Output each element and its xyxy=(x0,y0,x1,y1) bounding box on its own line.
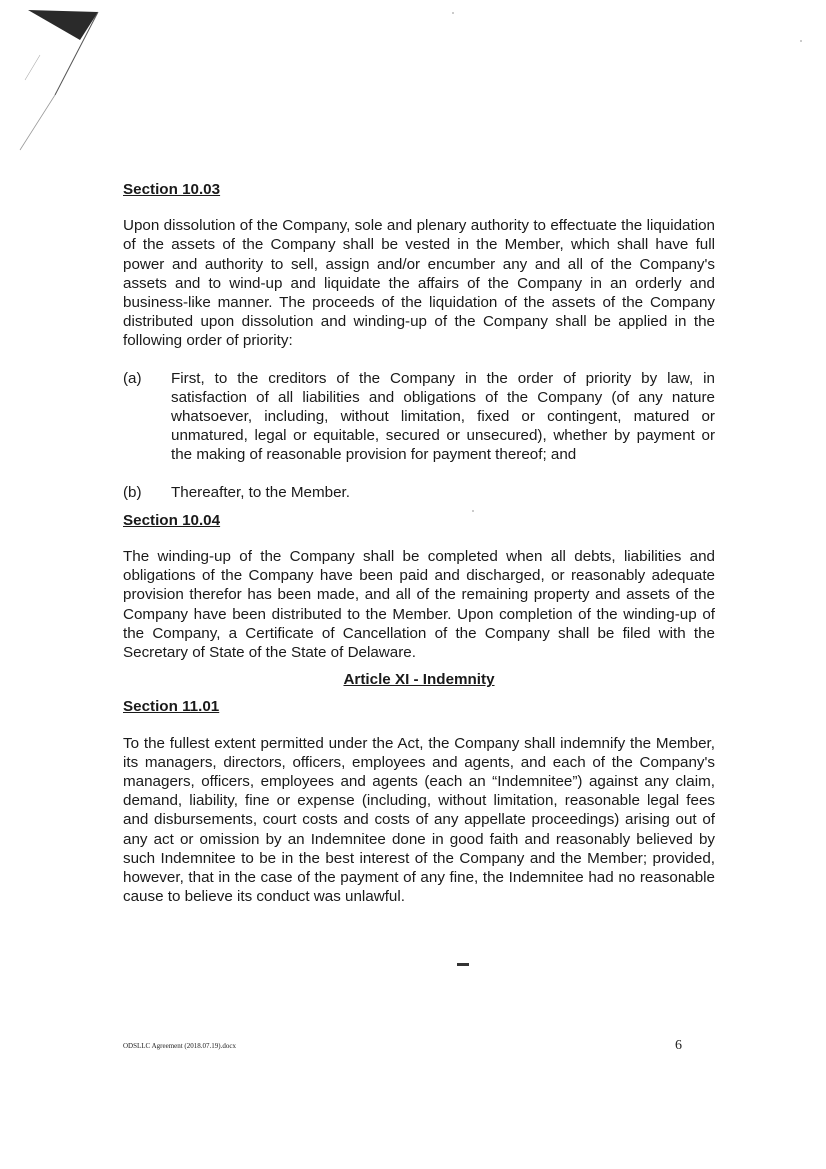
section-11-01-paragraph: To the fullest extent permitted under the Act, the Company shall indemnify the Member, its managers, directors, officers, employees and agents, and each of the Company's managers, officers, employees and agents (each an “Indemnitee”) against any claim, demand, liability, fine or expense (including, without limitation, reasonable legal fees and disbursements, court costs and costs of any appellate proceedings) arising out of any act or omission by an Indemnitee done in good faith and reasonably believed by such Indemnitee to be in the best interest of the Company and the Member; provided, however, that in the case of the payment of any fine, the Indemnitee had no reasonable cause to believe its conduct was unlawful. xyxy=(123,734,715,906)
scan-corner-artifact xyxy=(0,0,110,160)
section-10-03-heading: Section 10.03 xyxy=(123,181,221,198)
list-marker: (a) xyxy=(123,369,142,387)
section-10-04-heading: Section 10.04 xyxy=(123,511,221,529)
section-10-03-paragraph: Upon dissolution of the Company, sole and plenary authority to effectuate the liquidation of the assets of the Company shall be vested in the Member, which shall have full power and authority to sell, assign and/or encumber any and all of the Company's assets and to wind-up and liquidate the affairs of the Company in an orderly and business-like manner. The proceeds of the liquidation of the assets of the Company distributed upon dissolution and winding-up of the Company shall be applied in the following order of priority: xyxy=(123,217,715,350)
list-item xyxy=(123,369,715,465)
list-item-text: Thereafter, to the Member. xyxy=(171,483,350,501)
section-10-04-paragraph: The winding-up of the Company shall be completed when all debts, liabilities and obligations of the Company have been paid and discharged, or reasonably adequate provision therefor has been made, and all of the remaining property and assets of the Company have been distributed to the Member. Upon completion of the winding-up of the Company, a Certificate of Cancellation of the Company shall be filed with the Secretary of State of the State of Delaware. xyxy=(123,548,715,662)
section-11-01-heading: Section 11.01 xyxy=(123,698,220,716)
list-marker: (b) xyxy=(123,483,142,501)
footer-filename: ODSLLC Agreement (2018.07.19).docx xyxy=(123,1042,236,1050)
list-item xyxy=(123,483,715,502)
scan-speck xyxy=(800,40,802,42)
scan-speck xyxy=(472,510,474,512)
document-body xyxy=(123,180,715,907)
stray-mark xyxy=(457,963,469,966)
list-item-text: First, to the creditors of the Company in the order of priority by law, in satisfaction of all liabilities and obligations of the Company (of any nature whatsoever, including, without limitation, fixed or contingent, matured or unmatured, legal or equitable, secured or unsecured), whether by payment or the making of reasonable provision for payment thereof; and xyxy=(171,369,715,464)
scan-speck xyxy=(452,12,454,14)
article-xi-heading: Article XI - Indemnity xyxy=(343,671,495,689)
page-number: 6 xyxy=(675,1038,682,1053)
